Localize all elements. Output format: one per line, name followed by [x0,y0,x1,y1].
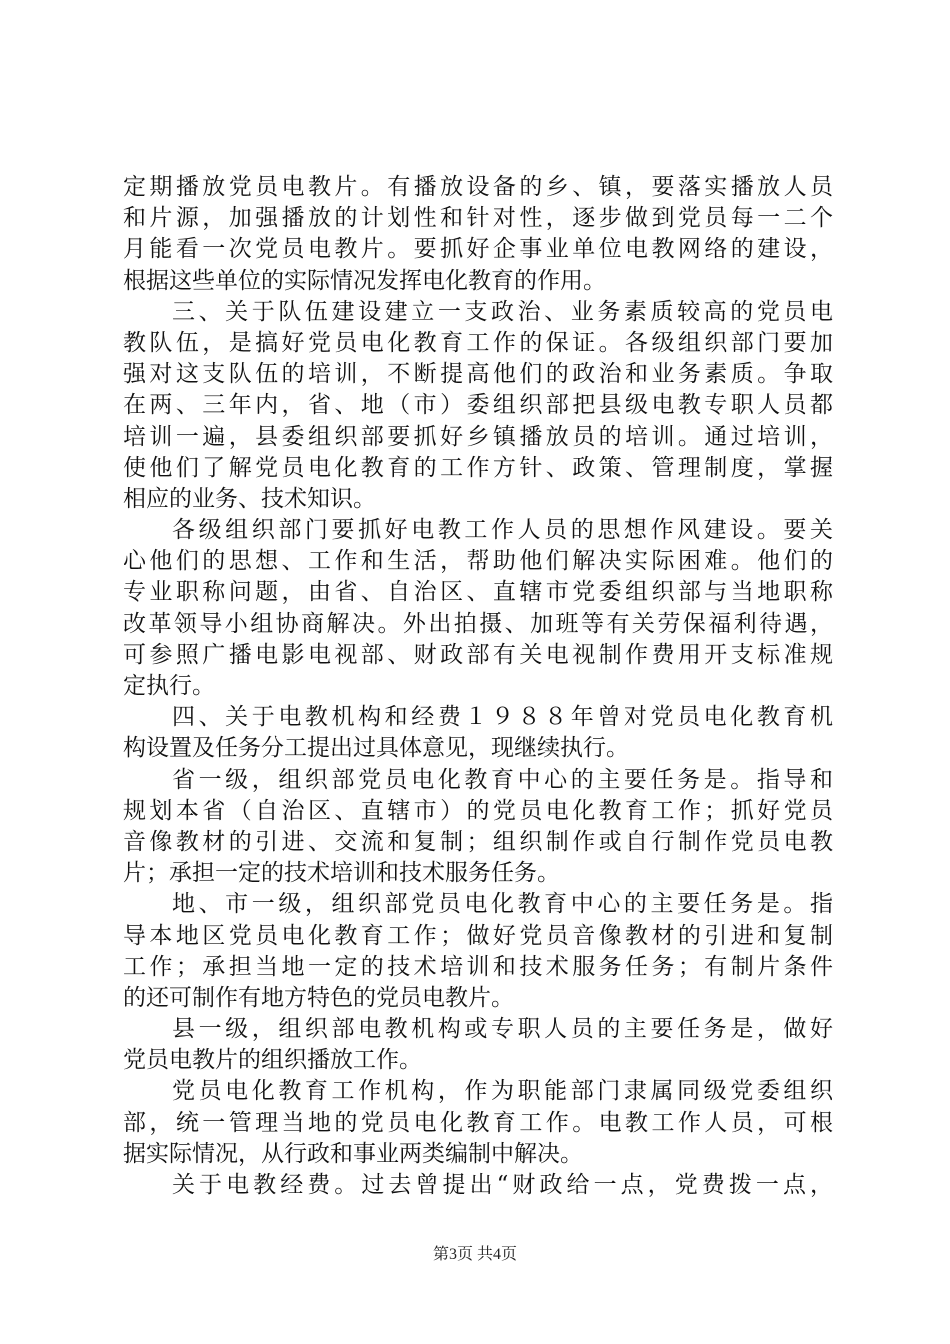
text-line: 省一级，组织部党员电化教育中心的主要任务是。指导和 [172,766,833,793]
text-line: 可参照广播电影电视部、财政部有关电视制作费用开支标准规 [123,641,833,668]
text-line: 关于电教经费。过去曾提出“财政给一点，党费拨一点， [172,1172,833,1198]
text-line: 强对这支队伍的培训，不断提高他们的政治和业务素质。争取 [123,361,833,388]
text-line: 专业职称问题，由省、自治区、直辖市党委组织部与当地职称 [123,579,833,606]
text-line: 定执行。 [123,673,215,699]
text-line: 和片源，加强播放的计划性和针对性，逐步做到党员每一二个 [123,205,833,232]
text-line: 据实际情况，从行政和事业两类编制中解决。 [123,1140,583,1167]
text-line: 部，统一管理当地的党员电化教育工作。电教工作人员，可根 [123,1109,833,1136]
text-line: 四、关于电教机构和经费１９８８年曾对党员电化教育机 [172,704,833,731]
text-line: 片；承担一定的技术培训和技术服务任务。 [123,860,560,887]
text-line: 根据这些单位的实际情况发挥电化教育的作用。 [123,267,606,294]
text-line: 规划本省（自治区、直辖市）的党员电化教育工作；抓好党员 [123,797,833,824]
text-line: 县一级，组织部电教机构或专职人员的主要任务是，做好 [172,1016,833,1043]
text-line: 在两、三年内，省、地（市）委组织部把县级电教专职人员都 [123,392,833,419]
text-line: 改革领导小组协商解决。外出拍摄、加班等有关劳保福利待遇， [123,610,833,637]
text-line: 三、关于队伍建设建立一支政治、业务素质较高的党员电 [172,298,833,325]
text-line: 使他们了解党员电化教育的工作方针、政策、管理制度，掌握 [123,454,833,481]
text-line: 培训一遍，县委组织部要抓好乡镇播放员的培训。通过培训， [123,423,833,450]
text-line: 音像教材的引进、交流和复制；组织制作或自行制作党员电教 [123,828,833,855]
text-line: 党员电教片的组织播放工作。 [123,1047,422,1074]
text-line: 导本地区党员电化教育工作；做好党员音像教材的引进和复制 [123,922,833,949]
page-footer: 第3页 共4页 [432,1246,517,1263]
text-line: 月能看一次党员电教片。要抓好企事业单位电教网络的建设， [123,236,833,263]
text-line: 教队伍，是搞好党员电化教育工作的保证。各级组织部门要加 [123,329,833,356]
text-line: 构设置及任务分工提出过具体意见，现继续执行。 [123,735,629,762]
text-line: 的还可制作有地方特色的党员电教片。 [123,984,514,1011]
text-line: 地、市一级，组织部党员电化教育中心的主要任务是。指 [172,891,833,918]
text-line: 定期播放党员电教片。有播放设备的乡、镇，要落实播放人员 [123,174,833,200]
text-line: 心他们的思想、工作和生活，帮助他们解决实际困难。他们的 [123,548,833,575]
text-line: 各级组织部门要抓好电教工作人员的思想作风建设。要关 [172,517,833,544]
text-line: 相应的业务、技术知识。 [123,485,376,512]
text-line: 工作；承担当地一定的技术培训和技术服务任务；有制片条件 [123,953,833,980]
text-line: 党员电化教育工作机构，作为职能部门隶属同级党委组织 [172,1078,833,1105]
document-body [123,172,833,1201]
